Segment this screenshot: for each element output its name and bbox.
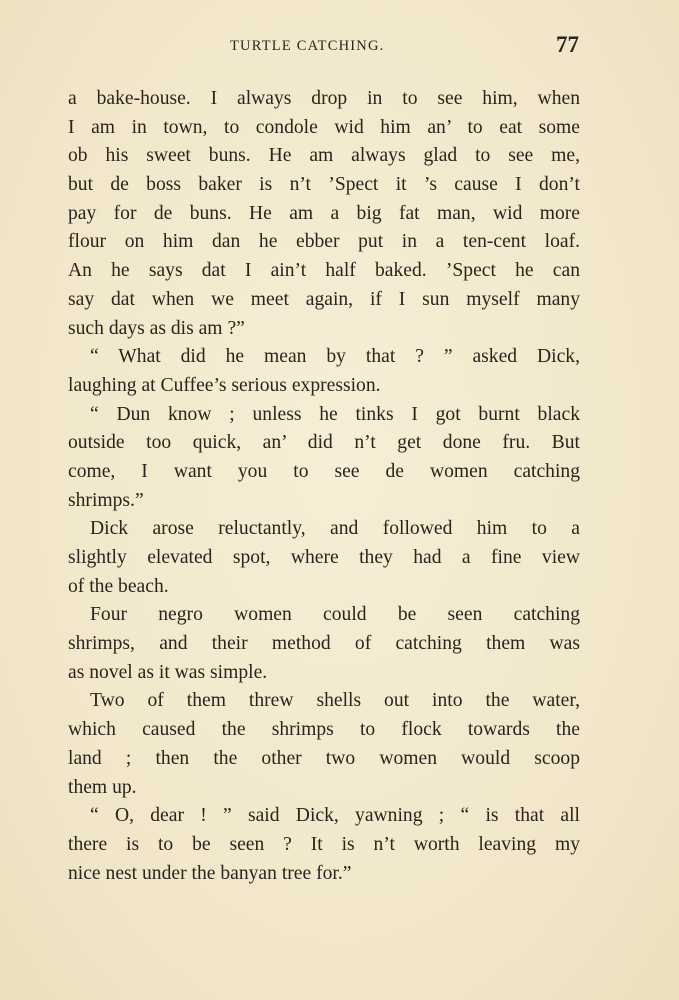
text-line: “ What did he mean by that ? ” asked Dick, [90,346,580,368]
body-text [68,85,580,888]
text-line: nice nest under the banyan tree for.” [68,862,352,884]
text-line: laughing at Cuffee’s serious expression. [68,374,381,396]
running-title: TURTLE CATCHING. [230,38,385,54]
text-line: but de boss baker is n’t ’Spect it ’s cause I don’t [68,174,580,196]
text-line: such days as dis am ?” [68,317,245,339]
text-line: there is to be seen ? It is n’t worth leaving my [68,833,580,855]
text-line: as novel as it was simple. [68,661,268,683]
page-number: 77 [556,32,579,57]
running-head [0,32,679,62]
text-line: come, I want you to see de women catching [68,460,580,482]
text-line: flour on him dan he ebber put in a ten-cent loaf. [68,231,580,253]
text-line: a bake-house. I always drop in to see him, when [68,88,580,109]
text-line: say dat when we meet again, if I sun myself many [68,288,580,310]
text-line: ob his sweet buns. He am always glad to see me, [68,145,580,167]
text-line: Two of them threw shells out into the water, [90,690,580,712]
text-line: them up. [68,776,137,798]
text-line: pay for de buns. He am a big fat man, wid more [68,202,580,224]
text-line: I am in town, to condole wid him an’ to eat some [68,116,580,138]
text-line: “ Dun know ; unless he tinks I got burnt black [90,403,580,425]
text-line: of the beach. [68,575,169,597]
text-line: Dick arose reluctantly, and followed him to a [90,518,580,540]
text-line: Four negro women could be seen catching [90,604,580,626]
text-line: An he says dat I ain’t half baked. ’Spect he can [68,260,580,282]
text-line: land ; then the other two women would scoop [68,747,580,769]
text-line: outside too quick, an’ did n’t get done fru. But [68,432,580,454]
text-line: shrimps, and their method of catching them was [68,633,580,655]
text-line: which caused the shrimps to flock towards the [68,719,580,741]
text-line: “ O, dear ! ” said Dick, yawning ; “ is that all [90,805,580,827]
text-line: shrimps.” [68,489,144,511]
text-line: slightly elevated spot, where they had a fine view [68,547,580,568]
